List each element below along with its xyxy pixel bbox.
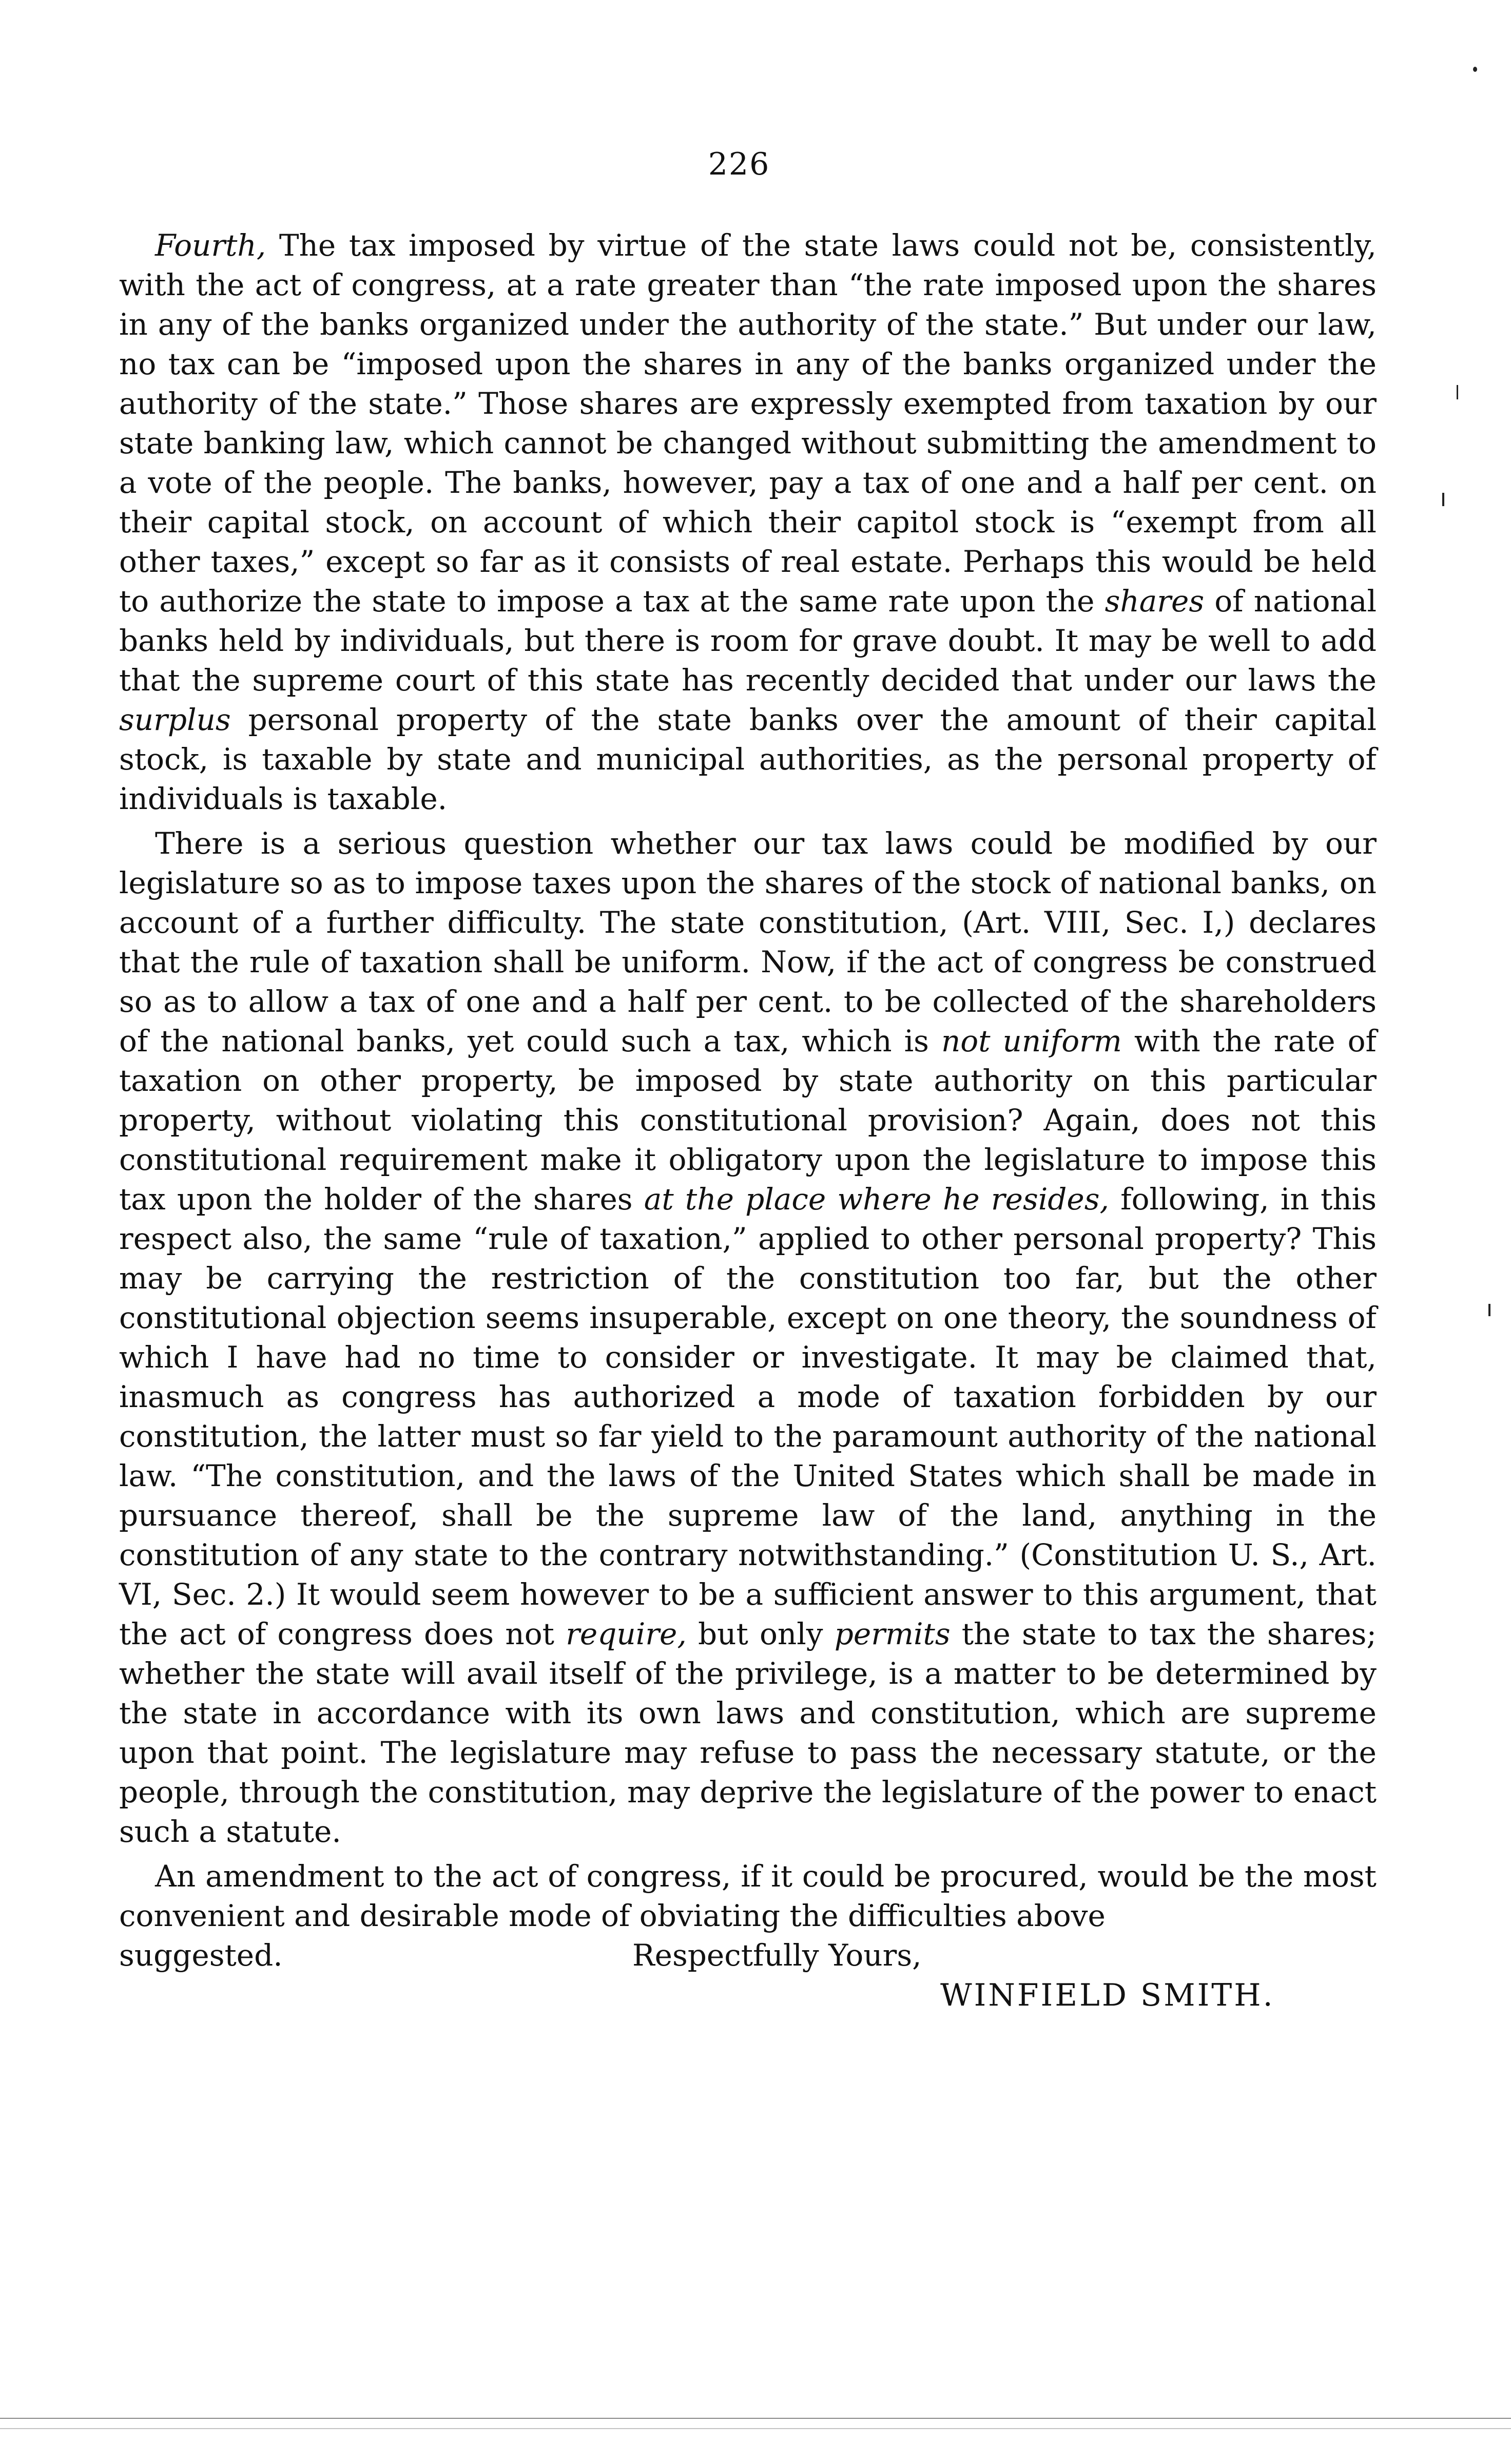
rule-line [0, 2418, 1511, 2419]
paragraph-text: with the rate of taxation on other property, be imposed by state authority on this particular property, without violating this constitutional provision? Again, does not this constitutional requirement make it obligatory upon the legislature to impose this tax upon the holder of the shares [119, 1024, 1377, 1217]
paragraph-text: An amendment to the act of congress, if it could be procured, would be the most convenient and desirable mode of obviating the difficulties above [119, 1859, 1377, 1933]
letter-closing [119, 1936, 1377, 2018]
letter-body [119, 226, 1377, 2018]
margin-speck [1473, 67, 1477, 72]
valediction: Respectfully Yours, [632, 1938, 922, 1973]
margin-speck [1457, 385, 1458, 399]
paragraph-constitutional-question [119, 824, 1377, 1852]
paragraph-text: following, in this respect also, the same “rule of taxation,” applied to other personal property? This may be carrying the restriction of the constitution too far, but the other constitutional objection seems insuperable, except on one theory, the soundness of which I have had no time to consider or investigate. It may be claimed that, inasmuch as congress has authorized a mode of taxation forbidden by our constitution, the latter must so far yield to the paramount authority of the national law. “The constitution, and the laws of the United States which shall be made in pursuance thereof, shall be the supreme law of the land, anything in the constitution of any state to the contrary notwithstanding.” (Constitution U. S., Art. VI, Sec. 2.) It would seem however to be a sufficient answer to this argument, that the act of congress does not [119, 1182, 1377, 1651]
paragraph-text: the state to tax the shares; whether the state will avail itself of the privilege, is a matter to be determined by the state in accordance with its own laws and constitution, which are supreme upon that point. The legislature may refuse to pass the necessary statute, or the people, through the constitution, may deprive the legislature of the power to enact such a statute. [119, 1616, 1377, 1849]
margin-speck [1442, 493, 1444, 506]
page-number: 226 [708, 146, 770, 182]
paragraph-fourth-point [119, 226, 1377, 819]
closing-last-word: suggested. [119, 1938, 283, 1973]
paragraph-text: The tax imposed by virtue of the state laws could not be, consistently, with the act of congress, at a rate greater than “the rate imposed upon the shares in any of the banks organized under the authority of the state.” But under our law, no tax can be “imposed upon the shares in any of the banks organized under the authority of the state.” Those shares are expressly exempted from taxation by our state banking law, which cannot be changed without submitting the amendment to a vote of the people. The banks, however, pay a tax of one and a half per cent. on their capital stock, on account of which their capitol stock is “exempt from all other taxes,” except so far as it consists of real estate. Perhaps this would be held to authorize the state to impose a tax at the same rate upon the [119, 228, 1377, 619]
paragraph-amendment [119, 1857, 1377, 1936]
italic-term: surplus [119, 702, 231, 737]
italic-term: shares [1105, 584, 1205, 619]
italic-term: require, [566, 1616, 687, 1651]
bottom-edge-rule [0, 2413, 1511, 2443]
rule-line [0, 2428, 1511, 2429]
italic-term: permits [834, 1616, 951, 1651]
italic-term: not uniform [941, 1024, 1122, 1058]
paragraph-lead-word: Fourth, [155, 228, 266, 263]
paragraph-text: of national banks held by individuals, but there is room for grave doubt. It may be well to add that the supreme court of this state has recently decided that under our laws the [119, 584, 1377, 698]
paragraph-text: personal property of the state banks over the amount of their capital stock, is taxable by state and municipal authorities, as the personal property of individuals is taxable. [119, 702, 1377, 816]
paragraph-text: There is a serious question whether our tax laws could be modified by our legislature so as to impose taxes upon the shares of the stock of national banks, on account of a further difficulty. The state constitution, (Art. VIII, Sec. I,) declares that the rule of taxation shall be uniform. Now, if the act of congress be construed so as to allow a tax of one and a half per cent. to be collected of the shareholders of the national banks, yet could such a tax, which is [119, 826, 1377, 1058]
paragraph-text: but only [686, 1616, 835, 1651]
italic-term: at the place where he resides, [644, 1182, 1109, 1217]
signature-name: WINFIELD SMITH. [940, 1977, 1275, 2013]
margin-speck [1488, 1304, 1490, 1316]
